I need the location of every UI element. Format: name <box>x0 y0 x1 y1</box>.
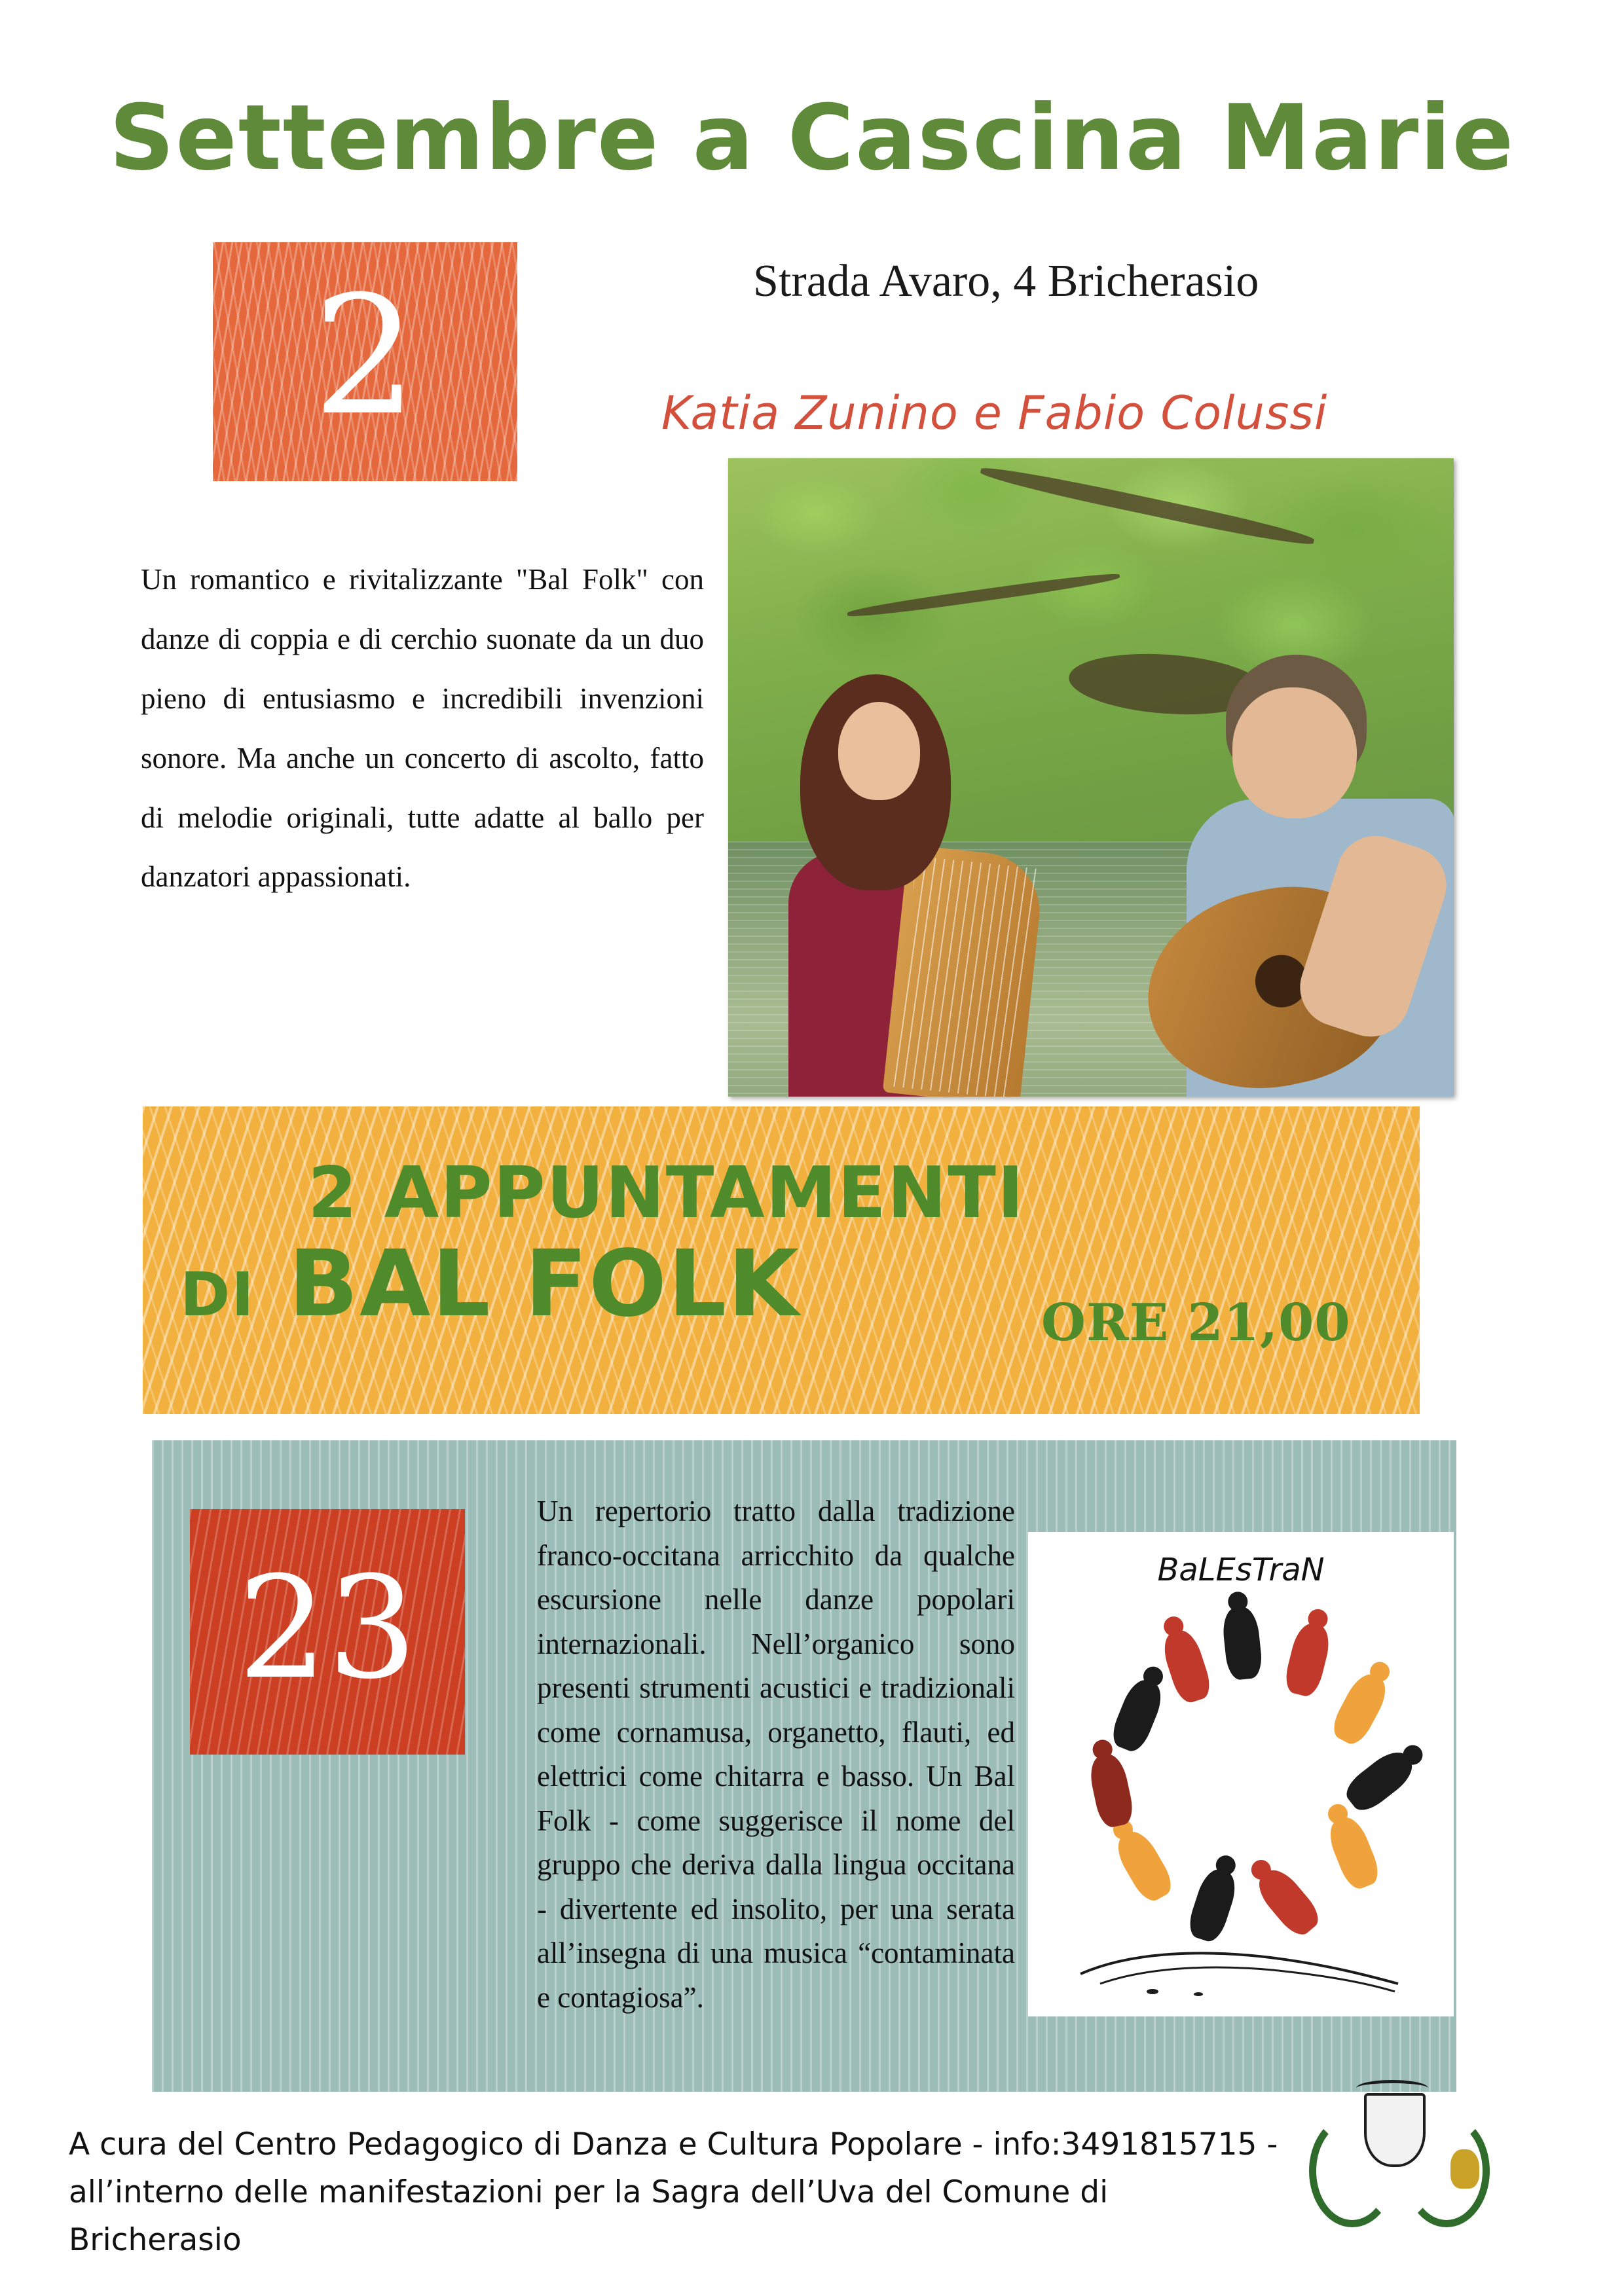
event-1-description: Un romantico e rivitalizzante "Bal Folk" con danze di coppia e di cerchio suonate da un duo pieno di entusiasmo e incredibili invenzioni sonore. Ma anche un concerto di ascolto, fatto di melodie originali, tutte adatte al ballo per danzatori appassionati. <box>141 563 704 894</box>
event-1-photo <box>728 458 1454 1097</box>
banner-line-2-main: BAL FOLK <box>288 1231 800 1338</box>
crest-lion <box>1450 2149 1479 2189</box>
event-1-date-badge <box>213 242 517 481</box>
banner-line-2-prefix: DI <box>180 1260 255 1330</box>
scribble-underline-icon <box>1074 1938 1408 1997</box>
dancers-circle-illustration <box>1028 1594 1454 1961</box>
banner-line-2 <box>180 1231 800 1338</box>
dancer-figure <box>1107 1675 1167 1755</box>
page-title: Settembre a Cascina Marie <box>109 85 1515 191</box>
dancer-figure <box>1221 1605 1263 1681</box>
event-2-date-badge <box>190 1509 465 1755</box>
comune-crest-icon <box>1293 2052 1490 2249</box>
dancer-figure <box>1185 1865 1240 1944</box>
balestran-illustration-card <box>1028 1532 1454 2016</box>
dancer-figure <box>1158 1626 1214 1705</box>
event-1-artists: Katia Zunino e Fabio Colussi <box>661 386 1328 440</box>
footer-line-1: A cura del Centro Pedagogico di Danza e Cultura Popolare - info:3491815715 - <box>69 2126 1278 2162</box>
venue-address: Strada Avaro, 4 Bricherasio <box>753 256 1259 306</box>
dancer-figure <box>1251 1863 1325 1941</box>
banner-time: ORE 21,00 <box>1041 1293 1351 1353</box>
footer-credits <box>69 2121 1280 2265</box>
dancer-figure <box>1327 1669 1392 1749</box>
banner-line-1: 2 APPUNTAMENTI <box>308 1152 1025 1234</box>
photo-woman-face <box>838 702 920 800</box>
event-2-day-number: 23 <box>238 1546 417 1710</box>
dancer-figure <box>1340 1745 1419 1817</box>
dancer-figure <box>1323 1813 1383 1893</box>
footer-line-2: all’interno delle manifestazioni per la Sagra dell’Uva del Comune di Bricherasio <box>69 2174 1109 2258</box>
group-name-label: BaLEsTraN <box>1157 1552 1325 1588</box>
event-1-day-number: 2 <box>312 260 418 451</box>
photo-man-face <box>1232 687 1357 818</box>
dancer-figure <box>1282 1620 1333 1699</box>
dancer-figure <box>1111 1826 1177 1906</box>
crest-shield <box>1364 2093 1426 2167</box>
event-2-description: Un repertorio tratto dalla tradizione franco-occitana arricchito da qualche escursione nelle danze popolari internazionali. Nell’organico sono presenti strumenti acustici e tradizionali come cornamusa, organetto, flauti, ed elettrici come chitarra e basso. Un Bal Folk - come suggerisce il nome del gruppo che deriva dalla lingua occitana - divertente ed insolito, per una serata all’insegna di una musica “contaminata e contagiosa”. <box>537 1495 1015 2014</box>
dancer-figure <box>1086 1752 1136 1830</box>
